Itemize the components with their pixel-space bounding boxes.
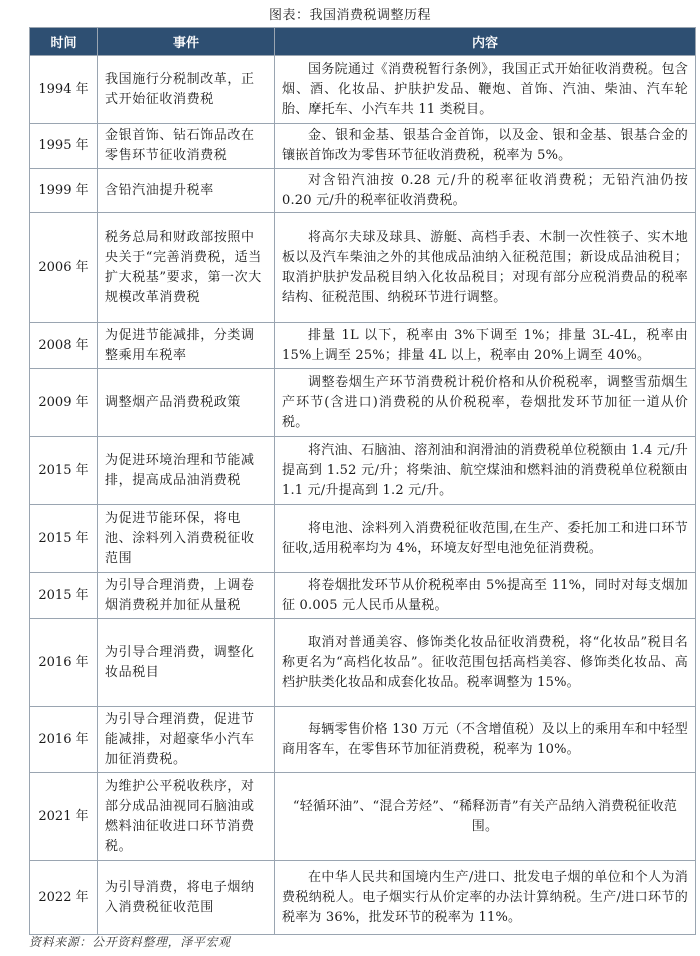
cell-event: 为引导合理消费，调整化妆品税目 <box>98 619 275 707</box>
cell-content <box>275 369 696 437</box>
cell-content <box>275 773 696 861</box>
cell-year: 2015 年 <box>30 505 98 573</box>
cell-event: 金银首饰、钻石饰品改在零售环节征收消费税 <box>98 124 275 169</box>
header-time: 时间 <box>30 28 98 56</box>
cell-content <box>275 437 696 505</box>
cell-event: 为引导合理消费，促进节能减排，对超豪华小汽车加征消费税。 <box>98 707 275 773</box>
cell-content-text: 每辆零售价格 130 万元（不含增值税）及以上的乘用车和中轻型商用客车，在零售环节加征消费税，税率为 10%。 <box>282 721 688 757</box>
cell-content <box>275 707 696 773</box>
tax-history-table <box>29 27 696 935</box>
cell-content-text: 取消对普通美容、修饰类化妆品征收消费税，将“化妆品”税目名称更名为“高档化妆品”。征收范围包括高档美容、修饰类化妆品、高档护肤类化妆品和成套化妆品。税率调整为 15%。 <box>282 634 688 690</box>
cell-content-text: 金、银和金基、银基合金首饰，以及金、银和金基、银基合金的镶嵌首饰改为零售环节征收消费税，税率为 5%。 <box>282 128 688 163</box>
cell-event: 税务总局和财政部按照中央关于“完善消费税，适当扩大税基”要求，第一次大规模改革消费税 <box>98 213 275 323</box>
cell-content-text: 对含铅汽油按 0.28 元/升的税率征收消费税；无铅汽油仍按 0.20 元/升的税率征收消费税。 <box>282 172 688 208</box>
cell-year: 2016 年 <box>30 619 98 707</box>
figure-title: 图表：我国消费税调整历程 <box>268 8 431 23</box>
cell-year: 1999 年 <box>30 169 98 213</box>
cell-year: 2015 年 <box>30 437 98 505</box>
source-note: 资料来源：公开资料整理，泽平宏观 <box>29 935 231 949</box>
cell-content-text: 将卷烟批发环节从价税税率由 5%提高至 11%，同时对每支烟加征 0.005 元人民币从量税。 <box>282 577 688 613</box>
header-event: 事件 <box>98 28 275 56</box>
cell-year: 2021 年 <box>30 773 98 861</box>
cell-content-text: 将汽油、石脑油、溶剂油和润滑油的消费税单位税额由 1.4 元/升提高到 1.52 元/升；将柴油、航空煤油和燃料油的消费税单位税额由 1.1 元/升提高到 1.2 元/升。 <box>282 442 688 498</box>
cell-year: 2006 年 <box>30 213 98 323</box>
cell-content <box>275 56 696 124</box>
cell-year: 2009 年 <box>30 369 98 437</box>
cell-content <box>275 323 696 369</box>
cell-year: 2016 年 <box>30 707 98 773</box>
cell-year: 2015 年 <box>30 573 98 619</box>
cell-content <box>275 861 696 935</box>
cell-event: 为促进节能减排，分类调整乘用车税率 <box>98 323 275 369</box>
table-row <box>30 169 696 213</box>
table-row <box>30 369 696 437</box>
table-row <box>30 124 696 169</box>
cell-content-text: 将电池、涂料列入消费税征收范围,在生产、委托加工和进口环节征收,适用税率均为 4%，环境友好型电池免征消费税。 <box>282 520 688 556</box>
table-row <box>30 323 696 369</box>
cell-event: 为引导合理消费，上调卷烟消费税并加征从量税 <box>98 573 275 619</box>
table-row <box>30 505 696 573</box>
header-content: 内容 <box>275 28 696 56</box>
table-header-row <box>30 28 696 56</box>
cell-year: 1994 年 <box>30 56 98 124</box>
cell-content-text: 在中华人民共和国境内生产/进口、批发电子烟的单位和个人为消费税纳税人。电子烟实行从价定率的办法计算纳税。生产/进口环节的税率为 36%，批发环节的税率为 11%。 <box>282 869 688 925</box>
cell-content-text: 将高尔夫球及球具、游艇、高档手表、木制一次性筷子、实木地板以及汽车柴油之外的其他成品油纳入征税范围；新设成品油税目；取消护肤护发品税目纳入化妆品税目；对现有部分应税消费品的税率结构、征税范围、纳税环节进行调整。 <box>282 229 688 305</box>
cell-content-text: “轻循环油”、“混合芳烃”、“稀释沥青”有关产品纳入消费税征收范围。 <box>292 798 678 834</box>
table-row <box>30 437 696 505</box>
table-row <box>30 213 696 323</box>
table-row <box>30 56 696 124</box>
cell-event: 为维护公平税收秩序，对部分成品油视同石脑油或燃料油征收进口环节消费税。 <box>98 773 275 861</box>
table-row <box>30 773 696 861</box>
cell-event: 调整烟产品消费税政策 <box>98 369 275 437</box>
cell-event: 我国施行分税制改革，正式开始征收消费税 <box>98 56 275 124</box>
cell-content <box>275 619 696 707</box>
cell-event: 为促进环境治理和节能减排，提高成品油消费税 <box>98 437 275 505</box>
table-row <box>30 573 696 619</box>
table-row <box>30 861 696 935</box>
cell-year: 2008 年 <box>30 323 98 369</box>
cell-content <box>275 169 696 213</box>
cell-event: 含铅汽油提升税率 <box>98 169 275 213</box>
table-row <box>30 707 696 773</box>
cell-content <box>275 505 696 573</box>
cell-content <box>275 213 696 323</box>
cell-content-text: 国务院通过《消费税暂行条例》，我国正式开始征收消费税。包含烟、酒、化妆品、护肤护发品、鞭炮、首饰、汽油、柴油、汽车轮胎、摩托车、小汽车共 11 类税目。 <box>282 61 688 117</box>
cell-content <box>275 124 696 169</box>
cell-content-text: 排量 1L 以下，税率由 3%下调至 1%；排量 3L-4L，税率由 15%上调至 25%；排量 4L 以上，税率由 20%上调至 40%。 <box>282 327 688 363</box>
cell-event: 为促进节能环保，将电池、涂料列入消费税征收范围 <box>98 505 275 573</box>
cell-content-text: 调整卷烟生产环节消费税计税价格和从价税税率，调整雪茄烟生产环节(含进口)消费税的从价税税率，卷烟批发环节加征一道从价税。 <box>282 374 688 430</box>
cell-year: 2022 年 <box>30 861 98 935</box>
cell-year: 1995 年 <box>30 124 98 169</box>
cell-event: 为引导消费，将电子烟纳入消费税征收范围 <box>98 861 275 935</box>
cell-content <box>275 573 696 619</box>
table-row <box>30 619 696 707</box>
